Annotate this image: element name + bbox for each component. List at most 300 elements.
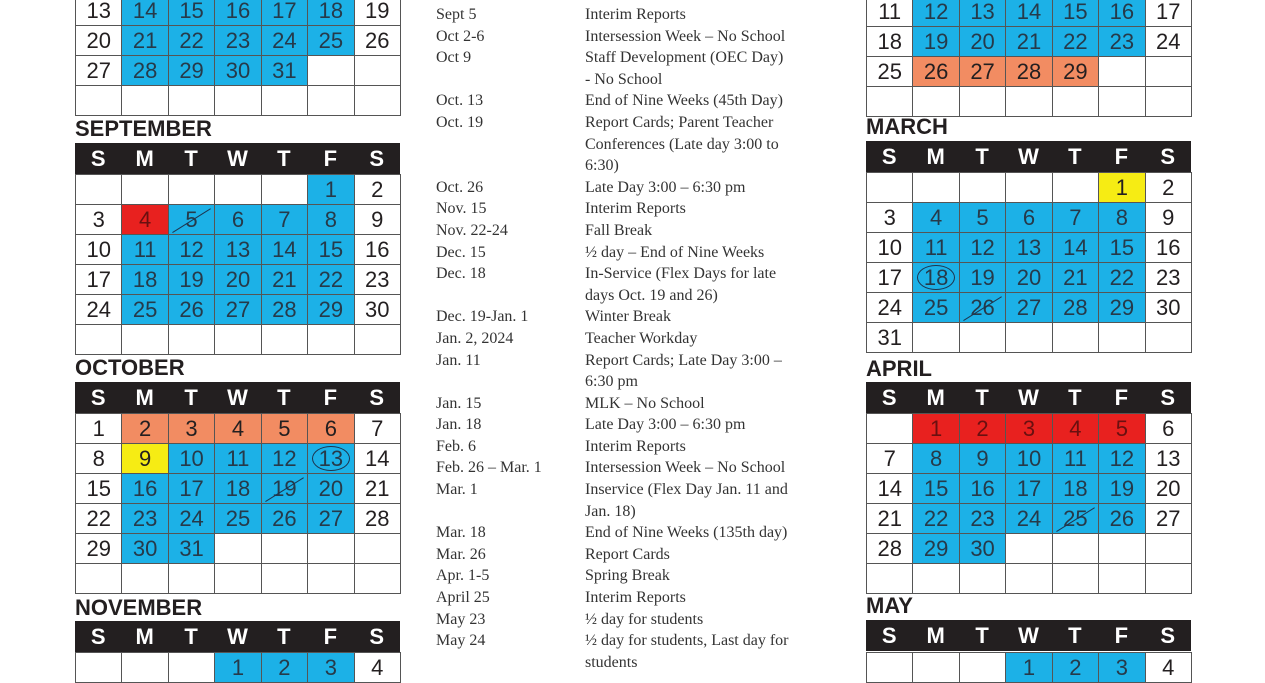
day-cell: 16 xyxy=(1146,233,1192,263)
day-cell: 27 xyxy=(1006,293,1052,323)
week-row xyxy=(867,323,1192,353)
day-cell: 11 xyxy=(122,235,168,265)
day-cell xyxy=(169,175,215,205)
day-cell: 6 xyxy=(1006,203,1052,233)
event-item xyxy=(436,457,789,479)
event-date: Apr. 1-5 xyxy=(436,567,490,585)
day-cell xyxy=(215,175,261,205)
day-cell: 20 xyxy=(960,27,1006,57)
day-cell: 29 xyxy=(1099,293,1145,323)
day-cell: 23 xyxy=(215,26,261,56)
day-cell: 10 xyxy=(867,233,913,263)
weekday-header xyxy=(75,382,400,413)
day-cell: 23 xyxy=(1099,27,1145,57)
day-cell: 15 xyxy=(169,0,215,26)
day-cell xyxy=(262,86,308,116)
day-cell xyxy=(355,86,401,116)
event-item xyxy=(436,177,789,199)
day-cell: 21 xyxy=(355,474,401,504)
day-cell: 31 xyxy=(867,323,913,353)
weekday-label: T xyxy=(1068,623,1082,648)
day-cell: 23 xyxy=(122,504,168,534)
day-cell: 7 xyxy=(355,414,401,444)
day-cell xyxy=(169,564,215,594)
event-item xyxy=(436,242,789,264)
week-row xyxy=(867,504,1192,534)
weekday-label: M xyxy=(135,146,154,171)
day-cell: 13 xyxy=(960,0,1006,27)
event-date: Mar. 1 xyxy=(436,481,478,499)
week-row xyxy=(76,235,401,265)
week-row xyxy=(867,474,1192,504)
day-cell: 25 xyxy=(1053,504,1099,534)
week-row xyxy=(76,534,401,564)
day-cell: 26 xyxy=(960,293,1006,323)
day-cell: 2 xyxy=(1146,173,1192,203)
day-cell xyxy=(122,175,168,205)
day-cell: 21 xyxy=(122,26,168,56)
day-cell: 2 xyxy=(122,414,168,444)
event-item xyxy=(436,220,789,242)
event-item xyxy=(436,522,789,544)
day-cell: 20 xyxy=(215,265,261,295)
event-date: Feb. 6 xyxy=(436,437,476,455)
event-item xyxy=(436,565,789,587)
day-cell: 3 xyxy=(169,414,215,444)
week-row xyxy=(867,203,1192,233)
day-cell: 13 xyxy=(76,0,122,26)
day-cell xyxy=(76,564,122,594)
day-cell: 28 xyxy=(262,295,308,325)
week-row xyxy=(867,173,1192,203)
day-cell: 13 xyxy=(308,444,354,474)
day-cell xyxy=(913,87,959,117)
event-date: Jan. 18 xyxy=(436,416,482,434)
event-description: Interim Reports xyxy=(585,6,686,23)
event-description: Staff Development (OEC Day) - No School xyxy=(585,49,784,88)
day-cell xyxy=(308,534,354,564)
day-cell: 1 xyxy=(1006,653,1052,683)
day-cell: 8 xyxy=(308,205,354,235)
day-cell: 17 xyxy=(169,474,215,504)
day-cell xyxy=(1099,534,1145,564)
event-item xyxy=(436,306,789,328)
day-cell: 22 xyxy=(913,504,959,534)
day-cell xyxy=(1146,564,1192,594)
weekday-label: T xyxy=(277,385,291,410)
day-cell: 28 xyxy=(867,534,913,564)
day-cell: 30 xyxy=(122,534,168,564)
day-cell: 15 xyxy=(308,235,354,265)
week-row xyxy=(867,444,1192,474)
event-date: Oct. 13 xyxy=(436,92,484,110)
day-cell: 2 xyxy=(262,653,308,683)
weekday-label: F xyxy=(1114,385,1129,410)
week-row xyxy=(867,263,1192,293)
day-cell: 27 xyxy=(308,504,354,534)
week-row xyxy=(76,0,401,26)
day-cell xyxy=(1146,534,1192,564)
weekday-label: T xyxy=(277,624,291,649)
day-cell xyxy=(215,564,261,594)
event-date: Dec. 19-Jan. 1 xyxy=(436,308,529,326)
day-cell: 30 xyxy=(215,56,261,86)
weekday-label: T xyxy=(1068,385,1082,410)
day-cell: 8 xyxy=(1099,203,1145,233)
day-cell xyxy=(867,173,913,203)
day-cell: 29 xyxy=(76,534,122,564)
weekday-label: F xyxy=(323,385,338,410)
day-cell: 27 xyxy=(960,57,1006,87)
week-row xyxy=(76,325,401,355)
day-cell xyxy=(215,86,261,116)
event-description: End of Nine Weeks (45th Day) xyxy=(585,92,783,110)
day-cell: 14 xyxy=(355,444,401,474)
day-cell: 26 xyxy=(169,295,215,325)
day-cell xyxy=(308,325,354,355)
day-cell: 9 xyxy=(960,444,1006,474)
day-cell: 14 xyxy=(122,0,168,26)
week-row xyxy=(76,86,401,116)
day-cell: 26 xyxy=(1099,504,1145,534)
day-cell: 15 xyxy=(1099,233,1145,263)
week-row xyxy=(76,265,401,295)
day-cell xyxy=(913,323,959,353)
day-cell xyxy=(262,325,308,355)
week-row xyxy=(867,27,1192,57)
calendar-grid xyxy=(75,174,401,355)
event-description: ½ day for students xyxy=(585,610,704,628)
day-cell: 22 xyxy=(308,265,354,295)
month-title: NOVEMBER xyxy=(75,595,203,620)
weekday-header xyxy=(866,382,1191,413)
day-cell: 28 xyxy=(1053,293,1099,323)
day-cell xyxy=(1006,173,1052,203)
event-item xyxy=(436,328,789,350)
event-item xyxy=(436,630,789,673)
event-description: Interim Reports xyxy=(585,200,686,218)
day-cell: 15 xyxy=(1053,0,1099,27)
day-cell xyxy=(122,564,168,594)
day-cell: 4 xyxy=(1146,653,1192,683)
week-row xyxy=(867,233,1192,263)
weekday-label: S xyxy=(881,385,897,410)
day-cell: 11 xyxy=(913,233,959,263)
day-cell: 16 xyxy=(1099,0,1145,27)
day-cell: 9 xyxy=(122,444,168,474)
day-cell: 1 xyxy=(308,175,354,205)
day-cell xyxy=(960,564,1006,594)
month-title: MAY xyxy=(866,593,913,618)
day-cell xyxy=(913,173,959,203)
day-cell xyxy=(1053,534,1099,564)
day-cell xyxy=(215,325,261,355)
day-cell: 25 xyxy=(867,57,913,87)
day-cell xyxy=(76,653,122,683)
event-description: In-Service (Flex Days for late days Oct. 19 and 26) xyxy=(585,265,777,304)
event-item xyxy=(436,4,789,26)
day-cell: 14 xyxy=(867,474,913,504)
day-cell: 16 xyxy=(960,474,1006,504)
event-description: ½ day – End of Nine Weeks xyxy=(585,243,765,261)
week-row xyxy=(76,564,401,594)
day-cell: 24 xyxy=(76,295,122,325)
day-cell xyxy=(1053,87,1099,117)
weekday-label: S xyxy=(881,144,897,169)
event-item xyxy=(436,198,789,220)
day-cell: 18 xyxy=(215,474,261,504)
day-cell: 17 xyxy=(1006,474,1052,504)
day-cell xyxy=(867,414,913,444)
event-item xyxy=(436,479,789,522)
day-cell: 5 xyxy=(960,203,1006,233)
event-date: Feb. 26 – Mar. 1 xyxy=(436,459,542,477)
day-cell: 6 xyxy=(1146,414,1192,444)
day-cell: 9 xyxy=(355,205,401,235)
event-date: Jan. 11 xyxy=(436,351,481,369)
day-cell: 13 xyxy=(1006,233,1052,263)
event-date: Nov. 15 xyxy=(436,200,487,218)
day-cell xyxy=(1006,534,1052,564)
day-cell: 16 xyxy=(215,0,261,26)
calendar-grid xyxy=(866,413,1192,594)
event-description: Inservice (Flex Day Jan. 11 and Jan. 18) xyxy=(585,481,788,520)
weekday-label: S xyxy=(90,624,106,649)
day-cell: 19 xyxy=(960,263,1006,293)
day-cell xyxy=(1053,564,1099,594)
day-cell: 6 xyxy=(308,414,354,444)
day-cell: 10 xyxy=(169,444,215,474)
day-cell xyxy=(960,323,1006,353)
day-cell: 24 xyxy=(867,293,913,323)
weekday-label: T xyxy=(975,623,989,648)
day-cell: 25 xyxy=(122,295,168,325)
event-item xyxy=(436,26,789,48)
week-row xyxy=(76,414,401,444)
day-cell: 29 xyxy=(308,295,354,325)
week-row xyxy=(867,57,1192,87)
week-row xyxy=(76,653,401,683)
event-item xyxy=(436,436,789,458)
day-cell: 22 xyxy=(76,504,122,534)
weekday-label: M xyxy=(926,623,945,648)
day-cell: 22 xyxy=(1099,263,1145,293)
event-item xyxy=(436,47,789,90)
day-cell: 14 xyxy=(1053,233,1099,263)
day-cell: 27 xyxy=(215,295,261,325)
day-cell xyxy=(122,325,168,355)
day-cell: 4 xyxy=(1053,414,1099,444)
event-item xyxy=(436,544,789,566)
day-cell: 17 xyxy=(76,265,122,295)
event-date: May 23 xyxy=(436,610,486,628)
week-row xyxy=(76,56,401,86)
event-date: Mar. 18 xyxy=(436,524,486,542)
event-description: Interim Reports xyxy=(585,437,686,455)
event-description: Winter Break xyxy=(585,308,671,326)
day-cell: 24 xyxy=(262,26,308,56)
weekday-label: F xyxy=(1114,144,1129,169)
day-cell xyxy=(960,173,1006,203)
day-cell: 7 xyxy=(262,205,308,235)
day-cell: 6 xyxy=(215,205,261,235)
day-cell xyxy=(169,86,215,116)
event-item xyxy=(436,393,789,415)
event-description: Spring Break xyxy=(585,567,670,585)
weekday-header xyxy=(75,621,400,652)
day-cell: 4 xyxy=(215,414,261,444)
day-cell: 10 xyxy=(76,235,122,265)
day-cell: 23 xyxy=(960,504,1006,534)
day-cell: 14 xyxy=(262,235,308,265)
day-cell xyxy=(215,534,261,564)
day-cell: 18 xyxy=(913,263,959,293)
calendar-grid xyxy=(866,172,1192,353)
day-cell: 17 xyxy=(262,0,308,26)
day-cell: 25 xyxy=(308,26,354,56)
calendar-grid xyxy=(866,0,1192,117)
calendar-grid xyxy=(75,652,401,683)
calendar-grid xyxy=(866,652,1192,683)
day-cell: 18 xyxy=(308,0,354,26)
week-row xyxy=(76,295,401,325)
day-cell: 8 xyxy=(76,444,122,474)
weekday-label: S xyxy=(1160,623,1176,648)
day-cell xyxy=(355,564,401,594)
day-cell: 22 xyxy=(169,26,215,56)
calendar-grid xyxy=(75,413,401,594)
weekday-label: T xyxy=(184,624,198,649)
day-cell: 30 xyxy=(355,295,401,325)
day-cell: 10 xyxy=(1006,444,1052,474)
weekday-label: M xyxy=(926,385,945,410)
day-cell xyxy=(355,534,401,564)
event-date: April 25 xyxy=(436,589,490,607)
day-cell xyxy=(122,653,168,683)
day-cell: 7 xyxy=(1053,203,1099,233)
day-cell: 23 xyxy=(1146,263,1192,293)
day-cell: 31 xyxy=(262,56,308,86)
day-cell: 25 xyxy=(913,293,959,323)
weekday-label: W xyxy=(227,624,248,649)
week-row xyxy=(867,564,1192,594)
day-cell: 3 xyxy=(76,205,122,235)
day-cell: 5 xyxy=(169,205,215,235)
event-description: Intersession Week – No School xyxy=(585,27,786,45)
weekday-label: W xyxy=(1018,623,1039,648)
day-cell: 5 xyxy=(262,414,308,444)
event-item xyxy=(436,609,789,631)
weekday-label: M xyxy=(135,624,154,649)
day-cell xyxy=(867,564,913,594)
weekday-label: S xyxy=(1160,144,1176,169)
weekday-label: S xyxy=(90,146,106,171)
event-date: Nov. 22-24 xyxy=(436,221,508,239)
week-row xyxy=(867,414,1192,444)
event-date: Jan. 15 xyxy=(436,394,482,412)
event-item xyxy=(436,112,789,177)
event-description: Late Day 3:00 – 6:30 pm xyxy=(585,416,746,434)
weekday-label: S xyxy=(369,624,385,649)
day-cell: 18 xyxy=(867,27,913,57)
day-cell: 28 xyxy=(355,504,401,534)
day-cell: 31 xyxy=(169,534,215,564)
event-date: Sept 5 xyxy=(436,6,477,23)
weekday-label: S xyxy=(369,146,385,171)
day-cell: 18 xyxy=(1053,474,1099,504)
day-cell: 16 xyxy=(122,474,168,504)
day-cell xyxy=(122,86,168,116)
weekday-label: M xyxy=(135,385,154,410)
month-title: MARCH xyxy=(866,114,948,139)
day-cell: 18 xyxy=(122,265,168,295)
day-cell: 30 xyxy=(960,534,1006,564)
event-description: Interim Reports xyxy=(585,589,686,607)
day-cell: 30 xyxy=(1146,293,1192,323)
day-cell xyxy=(1099,87,1145,117)
day-cell: 8 xyxy=(913,444,959,474)
event-date: Oct. 19 xyxy=(436,113,484,131)
event-description: Intersession Week – No School xyxy=(585,459,786,477)
day-cell xyxy=(1099,57,1145,87)
day-cell xyxy=(1146,57,1192,87)
event-date: Oct 2-6 xyxy=(436,27,485,45)
day-cell: 11 xyxy=(215,444,261,474)
events-list xyxy=(436,4,789,673)
day-cell xyxy=(1053,173,1099,203)
day-cell: 7 xyxy=(867,444,913,474)
day-cell: 21 xyxy=(262,265,308,295)
weekday-label: F xyxy=(1114,623,1129,648)
day-cell: 17 xyxy=(1146,0,1192,27)
day-cell: 29 xyxy=(1053,57,1099,87)
day-cell: 11 xyxy=(1053,444,1099,474)
day-cell: 3 xyxy=(308,653,354,683)
day-cell xyxy=(308,56,354,86)
day-cell: 3 xyxy=(1006,414,1052,444)
day-cell: 1 xyxy=(76,414,122,444)
day-cell: 4 xyxy=(122,205,168,235)
day-cell xyxy=(308,86,354,116)
day-cell: 12 xyxy=(262,444,308,474)
day-cell xyxy=(1146,87,1192,117)
day-cell xyxy=(960,87,1006,117)
day-cell xyxy=(1099,564,1145,594)
day-cell: 12 xyxy=(1099,444,1145,474)
week-row xyxy=(76,175,401,205)
day-cell xyxy=(913,653,959,683)
day-cell: 1 xyxy=(215,653,261,683)
weekday-label: S xyxy=(369,385,385,410)
day-cell xyxy=(1146,323,1192,353)
day-cell: 27 xyxy=(1146,504,1192,534)
day-cell: 13 xyxy=(1146,444,1192,474)
event-item xyxy=(436,90,789,112)
weekday-label: S xyxy=(881,623,897,648)
day-cell: 16 xyxy=(355,235,401,265)
day-cell: 21 xyxy=(1006,27,1052,57)
day-cell xyxy=(1006,323,1052,353)
week-row xyxy=(76,205,401,235)
event-description: MLK – No School xyxy=(585,394,705,412)
day-cell xyxy=(76,325,122,355)
weekday-header xyxy=(866,141,1191,172)
weekday-label: T xyxy=(1068,144,1082,169)
weekday-label: T xyxy=(184,146,198,171)
day-cell: 5 xyxy=(1099,414,1145,444)
event-description: End of Nine Weeks (135th day) xyxy=(585,524,788,542)
day-cell: 20 xyxy=(1146,474,1192,504)
